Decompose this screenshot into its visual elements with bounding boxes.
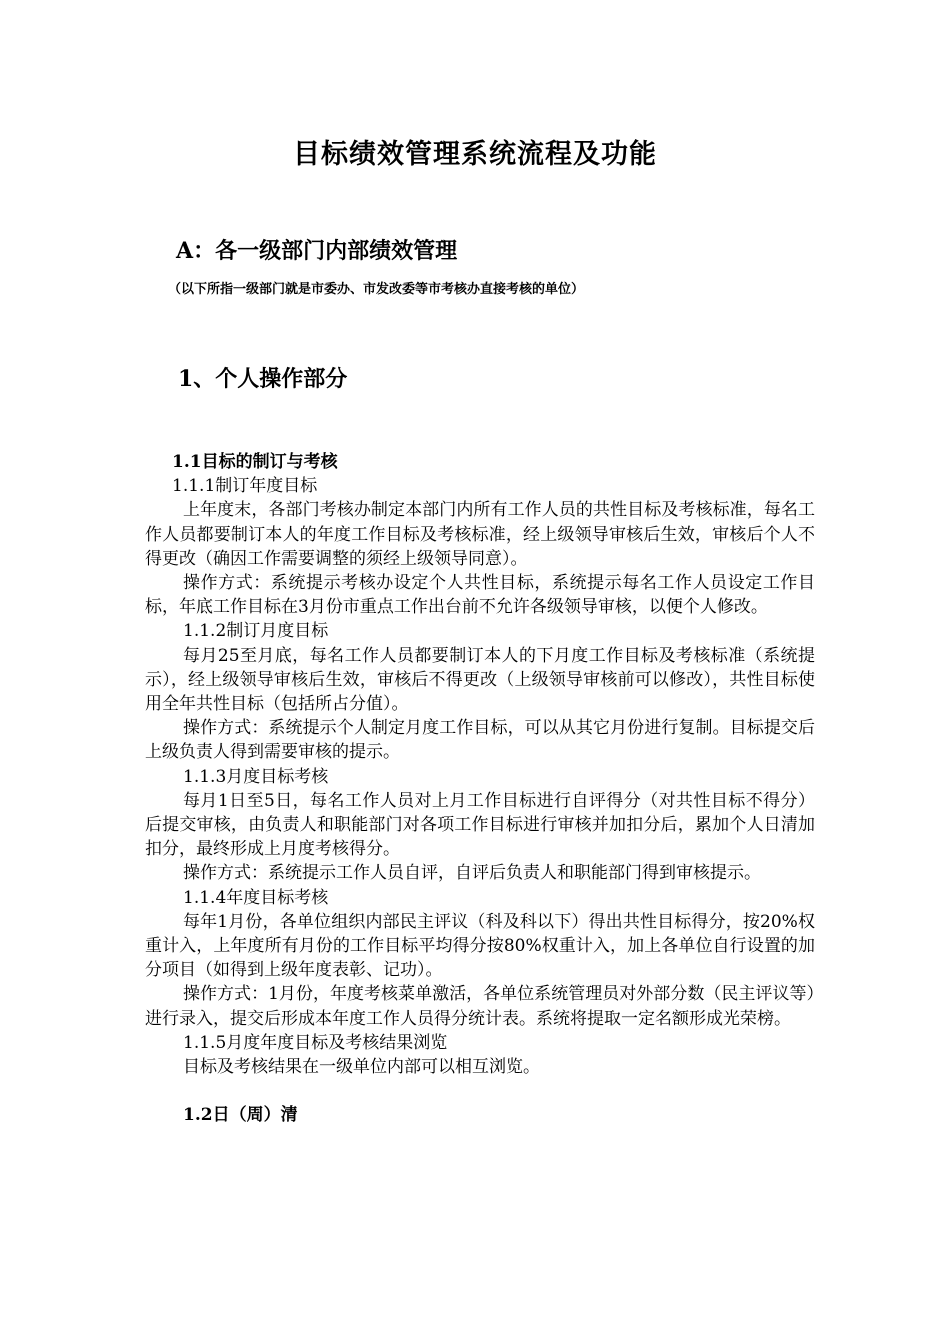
paragraph-1-1-1-a: 上年度末，各部门考核办制定本部门内所有工作人员的共性目标及考核标准，每名工作人员都要制订本人的年度工作目标及考核标准，经上级领导审核后生效，审核后个人不得更改（确因工作需要调整的须经上级领导同意）。 — [145, 500, 815, 569]
paragraph-1-1-2-a: 每月25至月底，每名工作人员都要制订本人的下月度工作目标及考核标准（系统提示），经上级领导审核后生效，审核后不得更改（上级领导审核前可以修改），共性目标使用全年共性目标（包括所占分值）。 — [145, 645, 815, 715]
heading-1-1-4: 1.1.4年度目标考核 — [183, 887, 329, 908]
document-body — [145, 450, 815, 1127]
paragraph-1-1-1-b: 操作方式：系统提示考核办设定个人共性目标，系统提示每名工作人员设定工作目标，年底工作目标在3月份市重点工作出台前不允许各级领导审核，以便个人修改。 — [145, 573, 815, 618]
paragraph-1-1-4-a: 每年1月份，各单位组织内部民主评议（科及科以下）得出共性目标得分，按20%权重计入，上年度所有月份的工作目标平均得分按80%权重计入，加上各单位自行设置的加分项目（如得到上级年度表彰、记功）。 — [145, 911, 815, 981]
section-1-heading: 1、个人操作部分 — [178, 366, 348, 392]
document-title: 目标绩效管理系统流程及功能 — [293, 139, 657, 170]
heading-1-2: 1.2日（周）清 — [183, 1105, 298, 1126]
paragraph-1-1-3-b: 操作方式：系统提示工作人员自评，自评后负责人和职能部门得到审核提示。 — [183, 863, 761, 884]
paragraph-1-1-5-a: 目标及考核结果在一级单位内部可以相互浏览。 — [183, 1057, 540, 1078]
paragraph-1-1-3-a: 每月1日至5日，每名工作人员对上月工作目标进行自评得分（对共性目标不得分）后提交审核，由负责人和职能部门对各项工作目标进行审核并加扣分后，累加个人日清加扣分，最终形成上月度考核得分。 — [145, 790, 815, 860]
heading-1-1: 1.1目标的制订与考核 — [172, 452, 338, 472]
heading-1-1-3: 1.1.3月度目标考核 — [183, 766, 329, 787]
spacer — [145, 1079, 815, 1103]
heading-1-1-5: 1.1.5月度年度目标及考核结果浏览 — [183, 1032, 448, 1053]
paragraph-1-1-2-b: 操作方式：系统提示个人制定月度工作目标，可以从其它月份进行复制。目标提交后上级负责人得到需要审核的提示。 — [145, 718, 815, 763]
heading-1-1-2: 1.1.2制订月度目标 — [183, 621, 329, 642]
paragraph-1-1-4-b: 操作方式：1月份，年度考核菜单激活，各单位系统管理员对外部分数（民主评议等）进行录入，提交后形成本年度工作人员得分统计表。系统将提取一定名额形成光荣榜。 — [145, 984, 815, 1029]
heading-1-1-1: 1.1.1制订年度目标 — [172, 476, 318, 497]
section-a-heading: A：各一级部门内部绩效管理 — [176, 238, 458, 264]
section-a-note: （以下所指一级部门就是市委办、市发改委等市考核办直接考核的单位） — [168, 282, 585, 297]
